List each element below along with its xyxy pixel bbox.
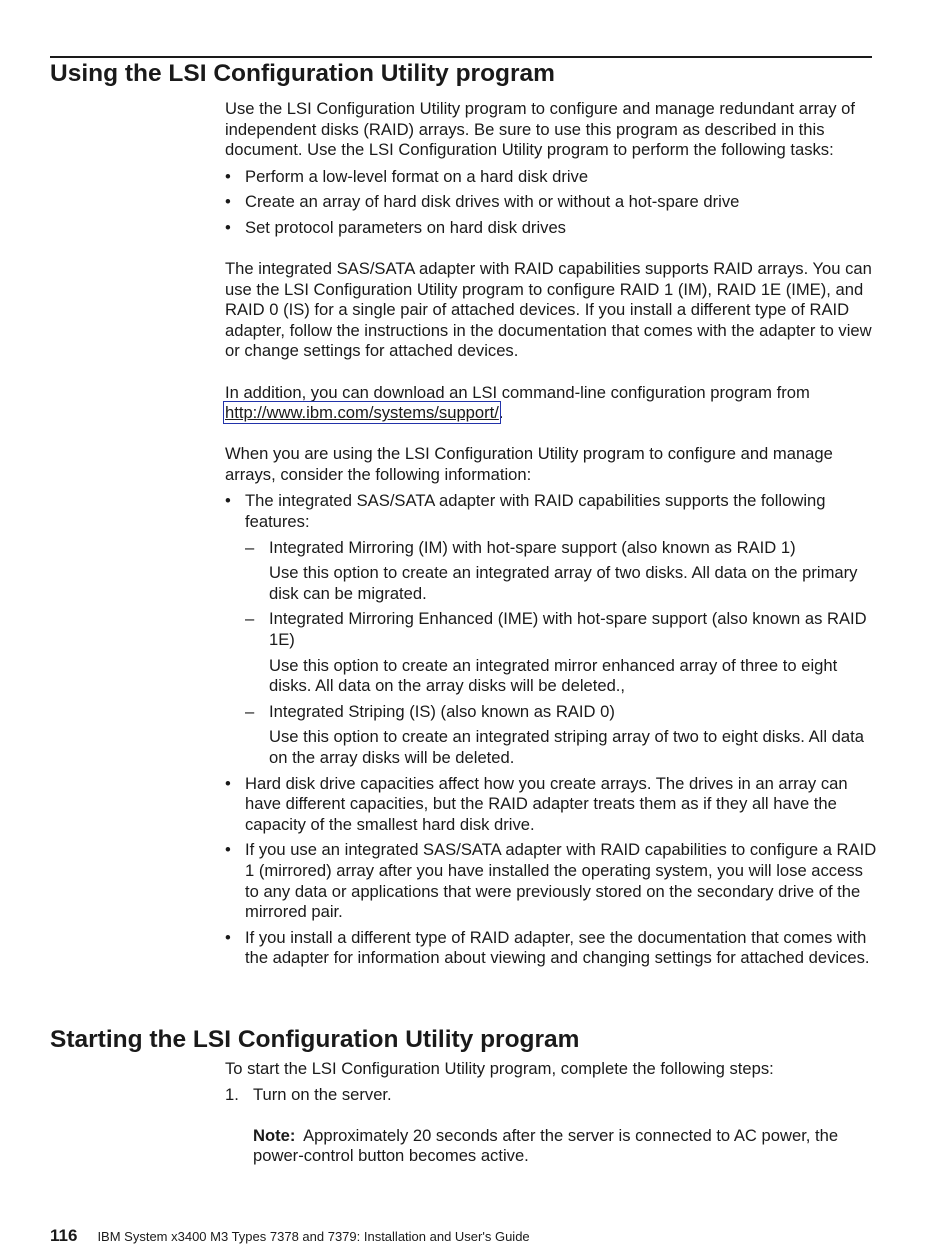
dash-icon: –: [245, 537, 255, 557]
steps-list: [225, 1085, 877, 1167]
bullet-icon: •: [225, 217, 231, 237]
list-item: [245, 609, 877, 696]
bullet-icon: •: [225, 773, 231, 793]
note-text: Approximately 20 seconds after the server is connected to AC power, the power-control button becomes active.: [253, 1125, 839, 1166]
note-label: Note:: [253, 1125, 296, 1145]
page-footer: [50, 1226, 530, 1246]
list-item: [225, 1085, 877, 1167]
dash-icon: –: [245, 609, 255, 629]
feature-title: Integrated Striping (IS) (also known as RAID 0): [269, 701, 615, 721]
section-heading-using: Using the LSI Configuration Utility program: [50, 60, 555, 87]
footer-title: IBM System x3400 M3 Types 7378 and 7379: Installation and User's Guide: [97, 1229, 530, 1244]
bullet-icon: •: [225, 166, 231, 186]
note: [253, 1126, 877, 1167]
list-item: • Set protocol parameters on hard disk drives: [225, 217, 566, 237]
task-list: [225, 167, 877, 239]
section-using-body: [225, 99, 877, 969]
steps-intro: To start the LSI Configuration Utility program, complete the following steps:: [225, 1059, 774, 1078]
list-item: • Create an array of hard disk drives with or without a hot-spare drive: [225, 192, 740, 212]
top-rule: [50, 56, 872, 58]
list-item: • Perform a low-level format on a hard disk drive: [225, 166, 589, 186]
feature-description: Use this option to create an integrated mirror enhanced array of three to eight disks. All data on the array disks will be deleted.,: [269, 655, 838, 696]
feature-title: Integrated Mirroring Enhanced (IME) with hot-spare support (also known as RAID 1E): [269, 609, 867, 649]
list-item: • The integrated SAS/SATA adapter with RAID capabilities supports the following features: – Integrated Mirroring (IM) with hot-spare support (also known as RAID 1) Use this option to create an integrated array of two disks. All data on the primary disk can be migrated. – Integrated Mirroring Enhanced (IME) with hot-spare support (also known as RAID 1E) Use this option to create an integrated mirror enhanced array of three to eight disks. All data on the array disks will be deleted., – Integrated Striping (IS) (also known as RAID 0) Use this option to create an integrated striping array of two to eight disks. All data on the array disks will be deleted.: [225, 491, 877, 768]
list-item: [245, 702, 877, 769]
list-item: [245, 538, 877, 605]
download-paragraph: In addition, you can download an LSI command-line configuration program from http://www.ibm.com/systems/support/.: [225, 382, 810, 423]
list-item: • If you install a different type of RAID adapter, see the documentation that comes with the adapter for information about viewing and changing settings for attached devices.: [225, 927, 870, 968]
feature-title: Integrated Mirroring (IM) with hot-spare support (also known as RAID 1): [269, 537, 796, 557]
intro-paragraph: Use the LSI Configuration Utility program to configure and manage redundant array of independent disks (RAID) arrays. Be sure to use this program as described in this document. Use the LSI Configuration Utility program to perform the following tasks:: [225, 99, 855, 160]
bullet-icon: •: [225, 840, 231, 860]
considerations-intro: When you are using the LSI Configuration Utility program to configure and manage arrays, consider the following information:: [225, 444, 833, 484]
feature-description: Use this option to create an integrated striping array of two to eight disks. All data on the array disks will be deleted.: [269, 727, 864, 767]
feature-description: Use this option to create an integrated array of two disks. All data on the primary disk can be migrated.: [269, 563, 858, 603]
list-item: • If you use an integrated SAS/SATA adapter with RAID capabilities to configure a RAID 1 (mirrored) array after you have installed the operating system, you will lose access to any data or applications that were previously stored on the secondary drive of the mirrored pair.: [225, 840, 877, 922]
page-number: 116: [50, 1226, 78, 1245]
dash-icon: –: [245, 701, 255, 721]
section-starting-body: [225, 1059, 877, 1167]
section-heading-starting: Starting the LSI Configuration Utility program: [50, 1026, 580, 1053]
ibm-support-link[interactable]: http://www.ibm.com/systems/support/: [225, 403, 499, 423]
list-item: • Hard disk drive capacities affect how you create arrays. The drives in an array can have different capacities, but the RAID adapter treats them as if they all have the capacity of the smallest hard disk drive.: [225, 773, 848, 834]
feature-list: [245, 538, 877, 769]
bullet-icon: •: [225, 491, 231, 511]
raid-support-paragraph: The integrated SAS/SATA adapter with RAID capabilities supports RAID arrays. You can use the LSI Configuration Utility program to configure RAID 1 (IM), RAID 1E (IME), and RAID 0 (IS) for a single pair of attached devices. If you install a different type of RAID adapter, follow the instructions in the documentation that comes with the adapter to view or change settings for attached devices.: [225, 259, 872, 361]
step-text: Turn on the server.: [253, 1084, 392, 1104]
bullet-icon: •: [225, 927, 231, 947]
step-number: 1.: [225, 1084, 239, 1104]
considerations-list: [225, 491, 877, 968]
bullet-icon: •: [225, 192, 231, 212]
